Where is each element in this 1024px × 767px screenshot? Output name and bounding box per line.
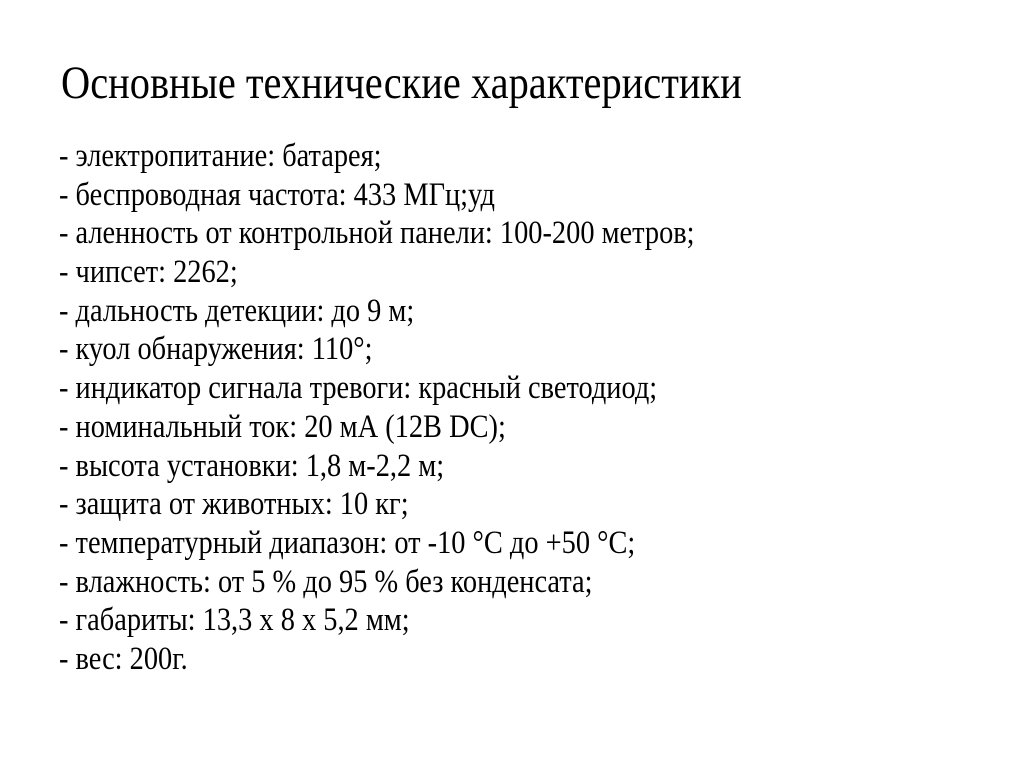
spec-item-humidity: - влажность: от 5 % до 95 % без конденсата; <box>59 563 593 600</box>
spec-list <box>59 137 798 679</box>
spec-item-range-from-panel: - аленность от контрольной панели: 100-200 метров; <box>59 215 695 252</box>
spec-item-temperature: - температурный диапазон: от -10 °С до +50 °С; <box>59 524 636 561</box>
spec-item-alarm-indicator: - индикатор сигнала тревоги: красный светодиод; <box>59 370 658 407</box>
spec-item-mount-height: - высота установки: 1,8 м-2,2 м; <box>59 447 445 484</box>
slide-title: Основные технические характеристики <box>61 57 742 109</box>
spec-item-pet-immunity: - защита от животных: 10 кг; <box>59 486 409 523</box>
spec-item-weight: - вес: 200г. <box>59 640 188 677</box>
spec-item-current: - номинальный ток: 20 мА (12В DC); <box>59 408 506 445</box>
spec-item-detection-range: - дальность детекции: до 9 м; <box>59 292 415 329</box>
spec-item-power: - электропитание: батарея; <box>59 138 382 174</box>
spec-item-dimensions: - габариты: 13,3 х 8 х 5,2 мм; <box>59 602 410 639</box>
spec-item-chipset: - чипсет: 2262; <box>59 254 238 291</box>
spec-item-frequency: - беспроводная частота: 433 МГц;уд <box>59 176 495 213</box>
spec-item-detection-angle: - куол обнаружения: 110°; <box>59 331 373 368</box>
